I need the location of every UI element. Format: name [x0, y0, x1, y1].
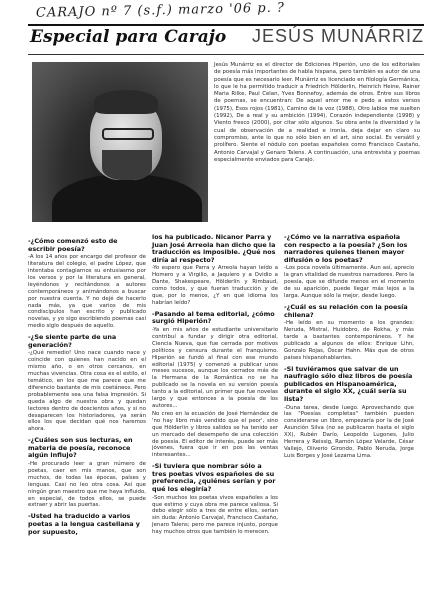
interview-column-2 [152, 234, 278, 536]
interview-question: -Pasando al tema editorial, ¿cómo surgió Hiperión? [152, 309, 275, 326]
interview-answer: -Son muchos los poetas vivos españoles a los que estimo y cuya obra me parece valiosa. Si debo elegir sólo a tres de entre ellos, serían sin duda: Antonio Carvajal, Francisco Castaño, Jenaro Talens; pero me parece injusto, porque hay muchos otros que también lo merecen. [152, 494, 278, 536]
interview-column-3 [284, 234, 414, 460]
portrait-glasses [102, 128, 154, 140]
interview-question-continued: los ha publicado. Nicanor Parra y Juan José Arreola han dicho que la traducción es imposible. ¿Qué nos diría al respecto? [152, 233, 276, 264]
interview-answer: -Ya en mis años de estudiante universitario contribuí a fundar y dirigir otra editorial, Ciencia Nueva, que fue cerrada por motivos políticos y censura durante el franquismo. Hiperión se fundó al final con ese mundo editorial (1975) y comenzó a publicar unos meses sucesos, aunque los cerrados más de la Hermana de la Romántica no se ha publicado se la novela en su versión poesía tanto a la editorial, un primer que fue novelas largo y que entonces a la poesía de los autores... [152, 327, 278, 409]
author-name-heading: JESÚS MUNÁRRIZ [251, 26, 424, 46]
portrait-hair [94, 90, 158, 114]
interview-answer: -Yo espero que Parra y Arreola hayan leído a Homero y a Virgilio, a Jaquíero y a Ovidio a Dante, Shakespeare, Hölderlin y Rimbaud, como todos, y que fueran traducción y de que, por lo menos, ¿Y en qué idioma los habrían leído? [152, 265, 278, 306]
interview-question: -¿Cómo comenzó esto de escribir poesía? [28, 237, 118, 253]
author-bio-paragraph: Jesús Munárriz es el director de Ediciones Hiperión, uno de los editoriales de poesía más importantes de habla hispana, pero también es autor de una poesía que es necesario leer. Munárriz es licenciado en filología Germánica, lo que le ha permitido traducir a Friedrich Hölderlin, Heinrich Heine, Rainer Maria Rilke, Paul Celan, Yves Bonnefoy, además de otros. Entre sus libros de poemas, se encuentran: De aquel amor me e pedo a estos versos (1975), Esos rojos (1981), Camino de la voz (1988), Otro labios me suelten (1992), De a real y su ambición (1994), Corazón independiente (1998) y Viento fresco (2000), por citar sólo algunos. Su obra ante la diversidad y la cual de observación de a realidad e ironía, deja dejar en claro su compromiso, ante lo que no sólo bien en el art, sino social. Es versátil y prolífero. Siente el nódulo con poetas españoles como Francisco Castaño, Antonio Carvajal y Genaro Talens. A continuación, una entrevista y poemas especialmente enviados para Carajo. [214, 62, 420, 163]
handwritten-annotation: CARAJO nº 7 (s.f.) marzo '06 p. ? [35, 0, 286, 21]
interview-column-1 [28, 234, 146, 536]
section-title: Especial para Carajo [30, 27, 227, 47]
interview-answer: -A los 14 años por encargo del profesor de literatura del colegio, el padre López, que intentaba contagiarnos su entusiasmo por los versos y por la literatura en general, leyéndonos y recitándonos a autores contemporáneos y animándonos a buscar por nuestra cuenta. Y no dejé de hacerlo nada más, ya que varios de mis condiscípulos han escrito y publicado novelas, y yo sigo escribiendo poemas casi medio siglo después de aquello. [28, 254, 146, 330]
interview-answer: No creo en la ecuación de José Hernández de 'no hay libro más vendido que el peor', sino que Hölderlin y libros salidos se ha tenido ser un mercado del desempeño de una colección de poesía. El editor de interés, puede ser más jóvenes, fuera que ir en pos las ventas interesantes... [152, 410, 278, 459]
interview-answer: -¿Qué remedio! Uno nace cuando nace y coincide con quienes han nacido en el mismo año, o en otros cercanos, en muchas vivencias. Otra cosa es el estilo, el temático, en los que me parece que me diferencio bastante de mis coetáneos. Pero probablemente sea una falsa impresión. Si queda algo de nuestra obra y quedan lectores dentro de doscientos años, y si no desaparecen los historiadores, ya serán ellos los que decidan qué nos haremos ahora. [28, 350, 146, 433]
interview-question: -¿Cuál es su relación con la poesía chilena? [284, 302, 408, 319]
portrait-body [52, 174, 202, 222]
interview-answer: -He procurado leer a gran número de poetas, caer en mis manos, que son muchos, de todas las épocas, países y lenguas. Casi no leo otra cosa. Así que ningún gran maestro que me haya influido, en especial, de todos ellos, se puede extraer y abrir las puertas. [28, 461, 146, 509]
interview-answer: -Duna tarea, desde luego. Aprovechando que las "Poesías completas" también pueden considerarse un libro, empezaría por la de José Asunción Silva (no se publicaron hasta el siglo XX), Rubén Darío, Leopoldo Lugones, Julio Herrera y Reissig, Ramón López Velarde, César Vallejo, Oliverio Girondo, Pablo Neruda, Jorge Luis Borges y José Lezama Lima. [284, 404, 414, 459]
interview-answer: -Los poca novela últimamente. Aun así, aprecio la gran vitalidad de nuestros narradores. Pero la poesía, que se difunde menos en el momento de su aparición, puede llegar más lejos a la larga. Aunque sólo la mejor, desde luego. [284, 265, 415, 299]
author-portrait-photo [32, 62, 208, 222]
interview-question: -Si tuviera que nombrar sólo a tres poetas vivos españoles de su preferencia, ¿quiénes serían y por qué los elegiría? [152, 462, 276, 493]
header-rule-bottom [28, 54, 424, 55]
interview-question: -¿Cuáles son sus lecturas, en materia de poesía, reconoce algún influjo? [28, 436, 133, 460]
interview-answer: -He leído en su momento a los grandes: Neruda, Mistral, Huidobro, de Rokha, y más tarde a bastantes contemporáneos. Y he publicado a algunos de ellos: Enrique Lihn, Gonzalo Rojas, Óscar Hahn. Más que de otros países hispanohablantes. [284, 320, 414, 361]
interview-question: -Si tuviéramos que salvar de un naufragio sólo diez libros de poesía publicados en Hispanoamérica, durante el siglo XX, ¿cuál sería su lista? [284, 364, 413, 403]
interview-question: -¿Se siente parte de una generación? [28, 333, 117, 349]
interview-question: -¿Cómo ve la narrativa española con respecto a la poesía? ¿Son los narradores quienes tienen mayor difusión o los poetas? [284, 233, 408, 264]
portrait-beard [102, 150, 152, 180]
interview-question: -Usted ha traducido a varios poetas a la lengua castellana y por supuesto, [28, 512, 140, 536]
